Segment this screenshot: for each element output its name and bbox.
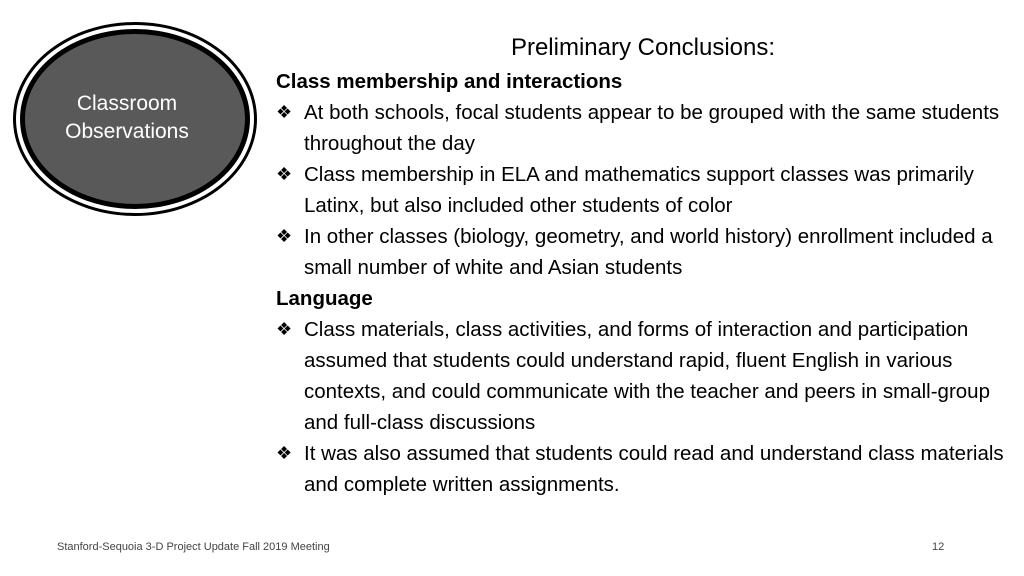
section-heading-language: Language	[276, 287, 373, 310]
bullet-text: In other classes (biology, geometry, and world history) enrollment included a small number of white and Asian students	[304, 225, 993, 279]
bullet-item	[276, 97, 1016, 159]
page-number: 12	[932, 541, 945, 553]
diamond-bullet-icon: ❖	[276, 164, 293, 184]
footer-text: Stanford-Sequoia 3-D Project Update Fall 2019 Meeting	[57, 541, 330, 553]
slide-content	[276, 66, 1016, 500]
section-heading-membership: Class membership and interactions	[276, 70, 623, 93]
badge-line-1: Classroom	[76, 92, 178, 115]
bullet-item	[276, 159, 1016, 221]
bullet-text: Class materials, class activities, and forms of interaction and participation assumed that students could understand rapid, fluent English in various contexts, and could communicate with the teacher and peers in small-group and full-class discussions	[304, 318, 990, 434]
diamond-bullet-icon: ❖	[276, 102, 293, 122]
bullet-item	[276, 221, 1016, 283]
diamond-bullet-icon: ❖	[276, 443, 293, 463]
bullet-text: Class membership in ELA and mathematics support classes was primarily Latinx, but also included other students of color	[304, 163, 974, 217]
bullet-item	[276, 314, 1016, 438]
bullet-text: It was also assumed that students could read and understand class materials and complete written assignments.	[304, 442, 1004, 496]
slide-title: Preliminary Conclusions:	[510, 34, 776, 61]
diamond-bullet-icon: ❖	[276, 319, 293, 339]
bullet-item	[276, 438, 1016, 500]
diamond-bullet-icon: ❖	[276, 226, 293, 246]
badge-line-2: Observations	[65, 120, 189, 143]
section-badge-label	[65, 90, 189, 146]
bullet-text: At both schools, focal students appear to be grouped with the same students throughout the day	[304, 101, 1000, 155]
section-badge-fill	[20, 29, 250, 209]
section-badge	[13, 22, 257, 216]
